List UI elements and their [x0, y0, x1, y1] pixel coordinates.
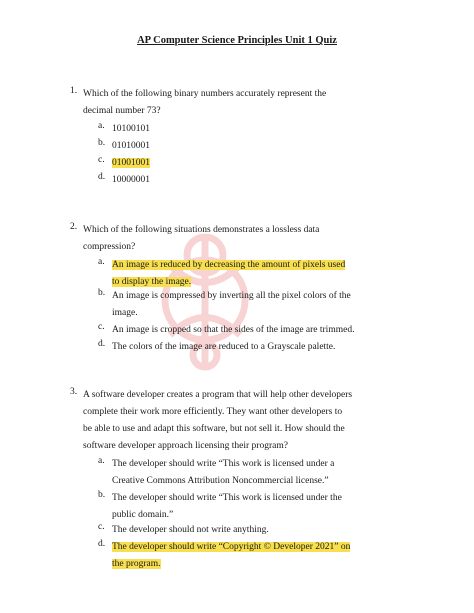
option-text: The developer should write “This work is licensed under the public domain.”	[112, 493, 342, 520]
option-text: 10100101	[112, 124, 150, 134]
option-letter: b.	[98, 288, 106, 298]
question-text: Which of the following binary numbers accurately represent the decimal number 73?	[83, 89, 327, 116]
question-text: A software developer creates a program that will help other developers complete their work more efficiently. They want other developers to be able to use and adapt this software, but not sell it. How should the software developer approach licensing their program?	[83, 390, 353, 451]
highlighted-answer: An image is reduced by decreasing the amount of pixels used to display the image.	[112, 260, 346, 287]
question-number: 2.	[70, 222, 78, 232]
option-letter: c.	[98, 322, 105, 332]
option-text: 01010001	[112, 141, 150, 151]
option-text: An image is cropped so that the sides of the image are trimmed.	[112, 325, 355, 335]
option-text: The developer should write “This work is licensed under a Creative Commons Attribution Noncommercial license.”	[112, 459, 335, 486]
option-text: An image is compressed by inverting all the pixel colors of the image.	[112, 291, 351, 318]
option-letter: d.	[98, 172, 106, 182]
option-letter: c.	[98, 155, 105, 165]
highlighted-answer: 01001001	[112, 158, 150, 168]
highlighted-answer: The developer should write “Copyright © Developer 2021” on the program.	[112, 542, 351, 569]
option-text	[112, 155, 352, 172]
option-letter: d.	[98, 339, 106, 349]
option-letter: b.	[98, 490, 106, 500]
option-letter: a.	[98, 456, 105, 466]
option-text: 10000001	[112, 175, 150, 185]
question-number: 3.	[70, 387, 78, 397]
option-text	[112, 539, 352, 573]
page-title: AP Computer Science Principles Unit 1 Quiz	[137, 35, 337, 46]
option-text: The colors of the image are reduced to a Grayscale palette.	[112, 342, 336, 352]
option-letter: b.	[98, 138, 106, 148]
option-letter: a.	[98, 121, 105, 131]
question-number: 1.	[70, 86, 78, 96]
option-letter: a.	[98, 257, 105, 267]
option-text	[112, 257, 352, 291]
option-text: The developer should not write anything.	[112, 525, 269, 535]
question-text: Which of the following situations demonstrates a lossless data compression?	[83, 225, 320, 252]
option-letter: c.	[98, 522, 105, 532]
option-letter: d.	[98, 539, 106, 549]
